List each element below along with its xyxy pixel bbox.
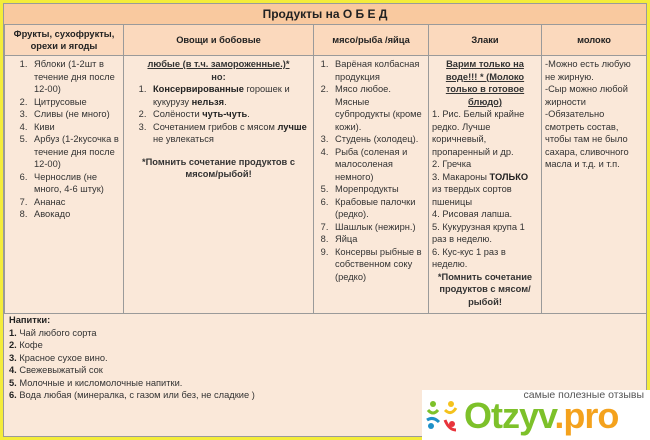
text: не увлекаться xyxy=(153,134,214,144)
list-item: 1. Варёная колбасная продукция xyxy=(331,58,425,83)
table-header-row xyxy=(5,25,647,56)
bold-text: нельзя xyxy=(191,96,225,107)
watermark-tagline: самые полезные отзывы xyxy=(523,389,644,401)
header-grains: Злаки xyxy=(429,25,542,56)
drink-text: Свежевыжатый сок xyxy=(16,365,103,375)
fruits-list xyxy=(8,58,120,221)
list-item: 6. Крабовые палочки (редко). xyxy=(331,196,425,221)
people-logo-icon xyxy=(425,398,459,434)
list-item: 3. Студень (холодец). xyxy=(331,133,425,146)
cell-fruits xyxy=(5,56,124,314)
list-item: 4. Рыба (соленая и малосоленая немного) xyxy=(331,146,425,184)
list-item: 8. Яйца xyxy=(331,233,425,246)
watermark-brand xyxy=(464,395,618,437)
drink-item xyxy=(9,327,641,340)
header-milk: молоко xyxy=(542,25,647,56)
drink-item xyxy=(9,377,641,390)
list-item: 9. Консервы рыбные в собственном соку (редко) xyxy=(331,246,425,284)
bold-text: лучше xyxy=(277,121,307,132)
products-table xyxy=(4,24,647,314)
list-item: 7. Ананас xyxy=(30,196,120,209)
table-row xyxy=(5,56,647,314)
drink-number: 1. xyxy=(9,327,17,338)
veg-note: *Помнить сочетание продуктов с мясом/рыбой! xyxy=(141,156,296,179)
text: Сочетанием грибов с мясом xyxy=(153,121,278,132)
otzyv-watermark xyxy=(422,390,650,440)
header-meat: мясо/рыба /яйца xyxy=(314,25,429,56)
grains-item: 1. Рис. Белый крайне редко. Лучше коричневый, пропаренный и др. xyxy=(432,109,525,157)
drink-number: 2. xyxy=(9,340,17,350)
milk-item: -Обязательно смотреть состав, чтобы там не было сахара, сливочного масла и т.д. и т.п. xyxy=(545,109,629,169)
text: из твердых сортов пшеницы xyxy=(432,184,512,207)
list-item xyxy=(149,108,310,121)
drink-item xyxy=(9,352,641,365)
drink-item xyxy=(9,339,641,352)
list-item: 5. Арбуз (1-2кусочка в течение дня после 12-00) xyxy=(30,133,120,171)
grains-item: 5. Кукурузная крупа 1 раз в неделю. xyxy=(432,221,525,244)
grains-item: 2. Гречка xyxy=(432,159,472,169)
header-fruits: Фрукты, сухофрукты, орехи и ягоды xyxy=(5,25,124,56)
grains-intro: Варим только на воде!!! * (Молоко только в готовое блюдо) xyxy=(445,59,525,107)
list-item xyxy=(149,121,310,146)
drink-text: Молочные и кисломолочные напитки. xyxy=(16,377,183,388)
bold-text: Консервированные xyxy=(153,84,244,94)
list-item: 8. Авокадо xyxy=(30,208,120,221)
list-item: 5. Морепродукты xyxy=(331,183,425,196)
text: горошек и кукурузу xyxy=(153,84,290,107)
list-item: 6. Чернослив (не много, 4-6 штук) xyxy=(30,171,120,196)
grains-item: 4. Рисовая лапша. xyxy=(432,209,513,219)
brand-main: Otzyv xyxy=(464,395,555,436)
list-item: 4. Киви xyxy=(30,121,120,134)
milk-item: -Можно есть любую не жирную. xyxy=(545,59,631,82)
drink-number: 4. xyxy=(9,365,17,375)
text: . xyxy=(224,96,227,107)
grains-note: *Помнить сочетание продуктов с мясом/рыбой! xyxy=(437,271,533,307)
list-item: 7. Шашлык (нежирн.) xyxy=(331,221,425,234)
document-page xyxy=(3,3,647,437)
veg-list xyxy=(127,83,310,146)
list-item: 2. Цитрусовые xyxy=(30,96,120,109)
list-item: 3. Сливы (не много) xyxy=(30,108,120,121)
drink-item xyxy=(9,364,641,377)
page-title: Продукты на О Б Е Д xyxy=(4,4,646,25)
drink-text: Красное сухое вино. xyxy=(16,352,108,363)
drink-text: Чай любого сорта xyxy=(16,327,97,338)
drink-number: 6. xyxy=(9,390,17,400)
cell-grains xyxy=(429,56,542,314)
cell-milk xyxy=(542,56,647,314)
text: 3. Макароны xyxy=(432,171,490,182)
drink-text: Кофе xyxy=(16,340,43,350)
header-vegetables: Овощи и бобовые xyxy=(124,25,314,56)
list-item: 1. Яблоки (1-2шт в течение дня после 12-00) xyxy=(30,58,120,96)
cell-meat xyxy=(314,56,429,314)
milk-item: -Сыр можно любой жирности xyxy=(545,84,628,107)
meat-list xyxy=(317,58,425,283)
veg-intro: любые (в т.ч. замороженные.)* xyxy=(147,59,290,69)
list-item: 2. Мясо любое. Мясные субпродукты (кроме кожи). xyxy=(331,83,425,133)
drink-number: 5. xyxy=(9,377,17,388)
text: . xyxy=(247,109,250,119)
veg-but: но: xyxy=(211,71,226,82)
drink-number: 3. xyxy=(9,352,17,363)
list-item xyxy=(149,83,310,108)
bold-text: ТОЛЬКО xyxy=(489,171,529,182)
grains-item xyxy=(432,171,538,209)
grains-item: 6. Кус-кус 1 раз в неделю. xyxy=(432,246,506,269)
bold-text: чуть-чуть xyxy=(202,109,248,119)
drink-text: Вода любая (минералка, с газом или без, не сладкие ) xyxy=(16,390,255,400)
brand-ext: .pro xyxy=(554,395,619,436)
text: Солёности xyxy=(153,109,203,119)
drinks-title: Напитки: xyxy=(9,315,51,325)
cell-vegetables xyxy=(124,56,314,314)
